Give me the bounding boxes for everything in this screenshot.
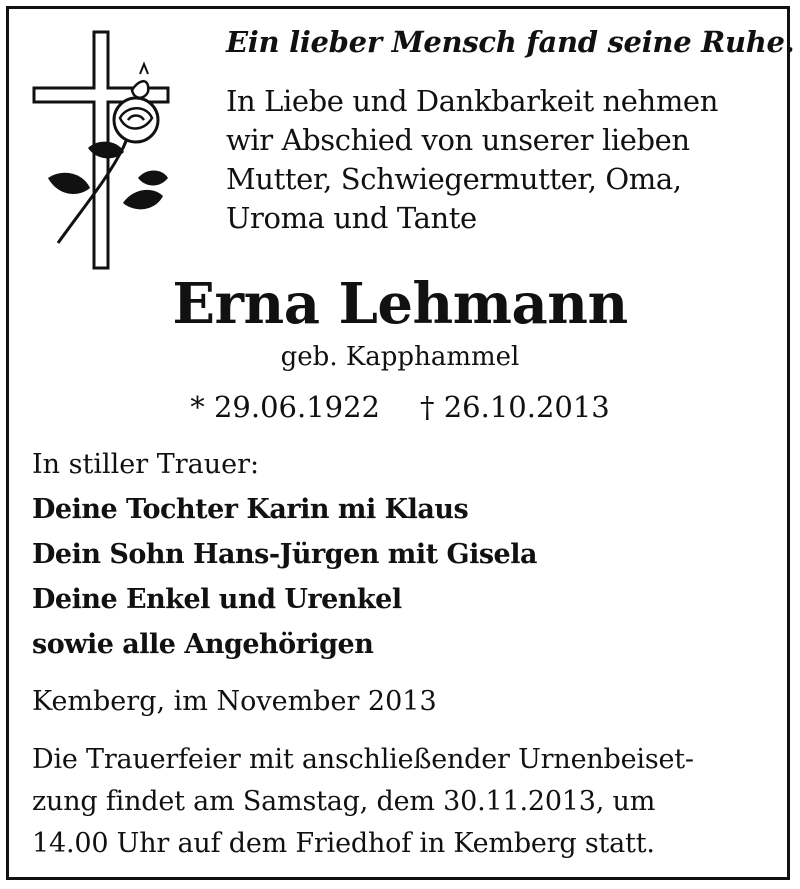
intro-line: Uroma und Tante bbox=[226, 201, 477, 235]
cross-with-rose-icon bbox=[28, 28, 188, 274]
mourner-line: sowie alle Angehörigen bbox=[32, 629, 374, 660]
mourner-line: Deine Tochter Karin mi Klaus bbox=[32, 494, 469, 525]
maiden-name: geb. Kapphammel bbox=[280, 342, 520, 372]
mourners-list bbox=[32, 487, 537, 667]
birth-date: * 29.06.1922 bbox=[190, 390, 380, 424]
intro-line: In Liebe und Dankbarkeit nehmen bbox=[226, 84, 718, 118]
place-date: Kemberg, im November 2013 bbox=[32, 686, 437, 717]
mourner-line: Dein Sohn Hans-Jürgen mit Gisela bbox=[32, 539, 537, 570]
life-dates bbox=[0, 387, 800, 427]
intro-line: Mutter, Schwiegermutter, Oma, bbox=[226, 162, 682, 196]
funeral-line: Die Trauerfeier mit anschließender Urnenbeiset- bbox=[32, 744, 694, 775]
intro-line: wir Abschied von unserer lieben bbox=[226, 123, 690, 157]
mourning-label: In stiller Trauer: bbox=[32, 449, 260, 480]
funeral-line: 14.00 Uhr auf dem Friedhof in Kemberg statt. bbox=[32, 828, 655, 859]
intro-text bbox=[226, 82, 786, 238]
death-date: † 26.10.2013 bbox=[420, 390, 610, 424]
funeral-line: zung findet am Samstag, dem 30.11.2013, um bbox=[32, 786, 656, 817]
headline: Ein lieber Mensch fand seine Ruhe. bbox=[226, 25, 795, 59]
deceased-name: Erna Lehmann bbox=[172, 271, 628, 337]
funeral-info bbox=[32, 739, 694, 865]
mourner-line: Deine Enkel und Urenkel bbox=[32, 584, 402, 615]
